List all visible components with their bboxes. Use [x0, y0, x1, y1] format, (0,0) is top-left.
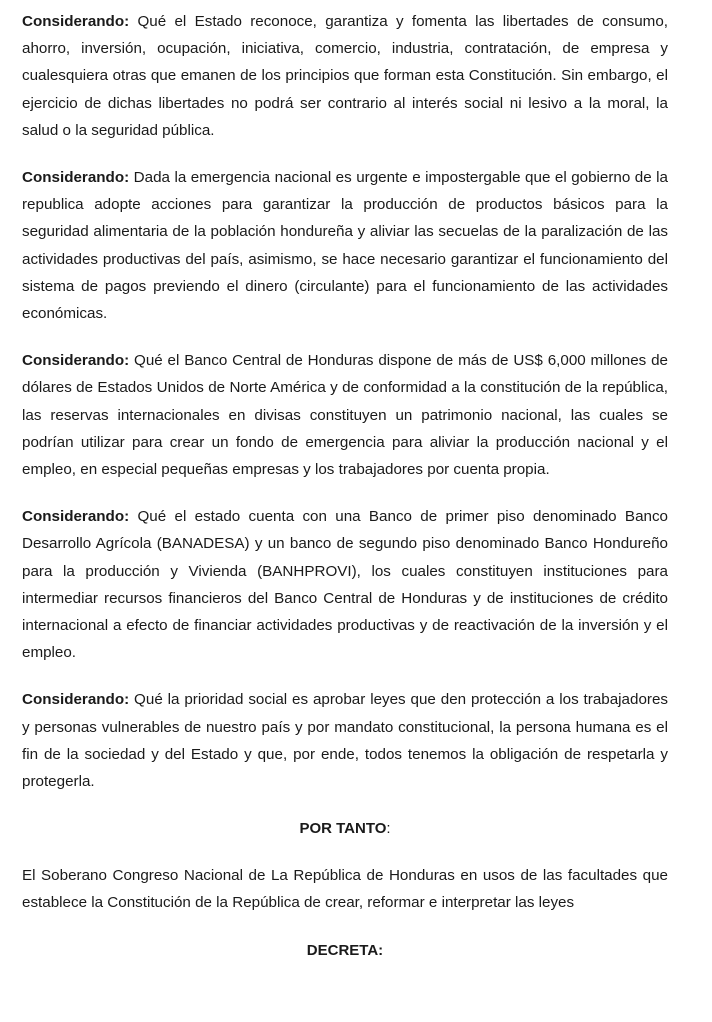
paragraph-text: Qué el estado cuenta con una Banco de primer piso denominado Banco Desarrollo Agrícola (BANADESA) y un banco de segundo piso denominado Banco Hondureño para la producción y Vivienda (BANHPROVI), los cuales constituyen instituciones para intermediar recursos financieros del Banco Central de Honduras y de instituciones de crédito internacional a efecto de financiar actividades productivas y de reactivación de la inversión y el empleo.: [22, 508, 668, 662]
paragraph-text: Qué el Estado reconoce, garantiza y fomenta las libertades de consumo, ahorro, inversión, ocupación, iniciativa, comercio, industria, contratación, de empresa y cualesquiera otras que emanen de los principios que forman esta Constitución. Sin embargo, el ejercicio de dichas libertades no podrá ser contrario al interés social ni lesivo a la moral, la salud o la seguridad pública.: [22, 13, 668, 139]
considerando-label: Considerando:: [22, 13, 130, 30]
considerando-paragraph-5: [22, 686, 668, 795]
considerando-label: Considerando:: [22, 169, 130, 187]
considerando-paragraph-4: [22, 503, 668, 666]
considerando-paragraph-3: [22, 347, 668, 483]
considerando-paragraph-2: [22, 164, 668, 327]
considerando-label: Considerando:: [22, 352, 130, 370]
considerando-label: Considerando:: [22, 508, 130, 526]
closing-paragraph: El Soberano Congreso Nacional de La República de Honduras en usos de las facultades que establece la Constitución de la República de crear, reformar e interpretar las leyes: [22, 867, 668, 912]
paragraph-text: Dada la emergencia nacional es urgente e impostergable que el gobierno de la republica adopte acciones para garantizar la producción de productos básicos para la seguridad alimentaria de la población hondureña y aliviar las secuelas de la paralización de las actividades productivas del país, asimismo, se hace necesario garantizar el funcionamiento del sistema de pagos previendo el dinero (circulante) para el funcionamiento de las actividades económicas.: [22, 169, 668, 323]
por-tanto-heading: [22, 815, 668, 842]
paragraph-text: Qué la prioridad social es aprobar leyes que den protección a los trabajadores y personas vulnerables de nuestro país y por mandato constitucional, la persona humana es el fin de la sociedad y del Estado y que, por ende, todos tenemos la obligación de respetarla y protegerla.: [22, 691, 668, 791]
paragraph-text: Qué el Banco Central de Honduras dispone de más de US$ 6,000 millones de dólares de Estados Unidos de Norte América y de conformidad a la constitución de la república, las reservas internacionales en divisas constituyen un patrimonio nacional, las cuales se podrían utilizar para crear un fondo de emergencia para aliviar la producción nacional y el empleo, en especial pequeñas empresas y los trabajadores por cuenta propia.: [22, 352, 668, 479]
decreta-heading: DECRETA:: [306, 941, 384, 959]
por-tanto-label: POR TANTO: [299, 820, 387, 838]
por-tanto-suffix: :: [386, 820, 391, 838]
considerando-label: Considerando:: [22, 691, 130, 709]
considerando-paragraph-1: [22, 8, 668, 144]
